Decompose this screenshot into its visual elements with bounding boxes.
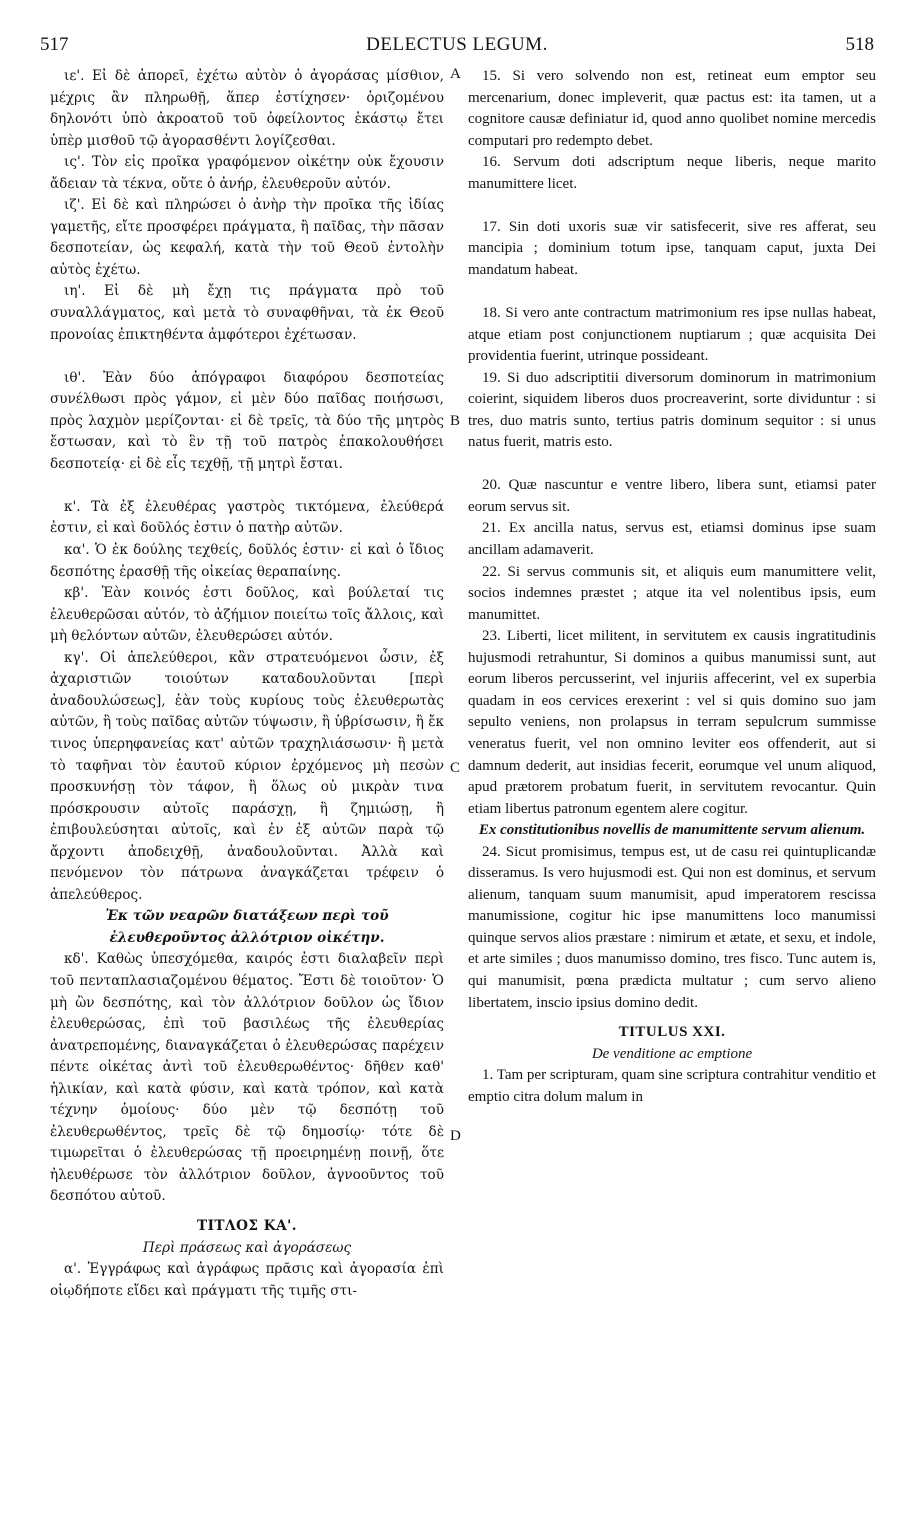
greek-paragraph-23: κγ'. Οἱ ἀπελεύθεροι, κἂν στρατευόμενοι ὦσιν, ἐξ ἀχαριστιῶν τοιούτων καταδουλοῦνται [περὶ ἀναδουλώσεως], ἐὰν τοὺς κυρίους τοὺς ἐλευθερωτὰς αὐτῶν, ἢ τοὺς παῖδας αὐτῶν τύψωσιν, ἢ ὑβρίσωσιν, ἢ ἔκ τινος ὑπερηφανείας κατ' αὐτῶν τραχηλιάσωσιν· ἢ μετὰ τὸ ταφῆναι τὸν ἑαυτοῦ κύριον ἐρχόμενος μὴ πεσὼν προσκυνήσῃ τὸν τάφον, ἢ ὅλως οὐ μικρὰν τινα πρόσκρουσιν αὐτοῖς παράσχῃ, ἢ ζημιώσῃ, ἢ ἐπιβουλεύσηται αὐτοῖς, καὶ ἐν ἐξ αὐτῶν παρὰ τῷ ἄρχοντι ἀποδειχθῇ, ἀναδουλοῦνται. Ἀλλὰ καὶ πενόμενον τὸν πάτρωνα ἀναγκάζεται τρέφειν ὁ ἀπελεύθερος. [50,649,444,903]
margin-marker-b: B [450,413,461,429]
latin-paragraph-18: 18. Si vero ante contractum matrimonium res ipse nullas habeat, atque etiam post conjunctionem nuptiarum ; quæ acquisita Dei providentia fuerint, utrinque possideant. [468,305,876,365]
spacer [468,195,876,217]
greek-column [50,66,444,1302]
running-title: DELECTUS LEGUM. [366,34,548,55]
spacer [50,1208,444,1216]
greek-paragraph-15: ιε'. Εἰ δὲ ἀπορεῖ, ἐχέτω αὐτὸν ὁ ἀγοράσας μίσθιον, μέχρις ἂν πληρωθῇ, ἅπερ ἐστίχησεν· ὁριζομένου δηλονότι ὑπὸ ἀκροατοῦ τοῦ ὀφείλοντος ἑκάστῳ ἔτει ὑπὲρ μισθοῦ τῷ ἀγορασθέντι λογίζεσθαι. [50,68,444,149]
greek-subheading: Ἐκ τῶν νεαρῶν διατάξεων περὶ τοῦ ἐλευθεροῦντος ἀλλότριον οἰκέτην. [105,908,389,946]
greek-paragraph-16: ις'. Τὸν εἰς προῖκα γραφόμενον οἰκέτην οὐκ ἔχουσιν ἄδειαν τὰ τέκνα, οὔτε ὁ ἀνήρ, ἐλευθεροῦν αὐτόν. [50,154,444,192]
greek-paragraph-18: ιη'. Εἰ δὲ μὴ ἔχῃ τις πράγματα πρὸ τοῦ συναλλάγματος, καὶ μετὰ τὸ συναφθῆναι, τὰ ἐκ Θεοῦ προνοίας ἐπικτηθέντα ἀμφότεροι ἐχέτωσαν. [50,283,444,343]
latin-paragraph-22: 22. Si servus communis sit, et aliquis eum manumittere velit, socios indemnes præstet ; atque ita vel nolentibus ipsis, eum manumittet. [468,563,876,623]
spacer [50,475,444,497]
margin-marker-a: A [450,66,461,82]
latin-paragraph-17: 17. Sin doti uxoris suæ vir satisfecerit, sive res afferat, seu mancipia ; dominium totum ipse, tanquam caput, juxta Dei mandatum habeat. [468,218,876,278]
greek-paragraph-24: κδ'. Καθὼς ὑπεσχόμεθα, καιρός ἐστι διαλαβεῖν περὶ τοῦ πενταπλασιαζομένου θέματος. Ἔστι δὲ τοιοῦτον· Ὁ μὴ ὢν δεσπότης, καὶ τὸν ἀλλότριον δοῦλον ὡς ἴδιον ἐλευθερώσας, ἐπὶ τοῦ βασιλέως τῆς ἐλευθερίας ἀνατρεπομένης, διαναγκάζεται ὁ ἐλευθερώσας παρέχειν πέντε οἰκέτας ἀντὶ τοῦ ἐλευθερωθέντος· δῆθεν καθ' ἡλικίαν, καὶ κατὰ φύσιν, καὶ κατὰ τρόπον, καὶ κατὰ τέχνην ὁμοίους· δύο μὲν τῷ δεσπότῃ τοῦ ἐλευθερωθέντος, τρεῖς δὲ τῷ δημοσίῳ· τότε δὲ τιμωρεῖται ὁ ἐλευθερώσας τῇ προειρημένῃ ποινῇ, ὅτε ἠλευθέρωσε τὸν ἀλλότριον δοῦλον, ἀγνοοῦντος τοῦ δεσπότου αὐτοῦ. [50,951,444,1205]
spacer [468,281,876,303]
latin-paragraph-1: 1. Tam per scripturam, quam sine scriptura contrahitur venditio et emptio citra dolum malum in [468,1067,876,1105]
latin-paragraph-16: 16. Servum doti adscriptum neque liberis, neque marito manumittere licet. [468,154,876,192]
greek-paragraph-22: κβ'. Ἐὰν κοινός ἐστι δοῦλος, καὶ βούλεταί τις ἐλευθερῶσαι αὐτόν, τὸ ἀζήμιον ποιείτω τοῖς ἄλλοις, καὶ μὴ θελόντων αὐτῶν, ἐλευθερώσει αὐτόν. [50,585,444,645]
latin-paragraph-15: 15. Si vero solvendo non est, retineat eum emptor seu mercenarium, donec impleverit, quæ pactus est: ita tamen, ut a cognitore causæ definiatur id, quod anno quolibet nomine mercedis computari pro redempto debet. [468,68,876,149]
margin-marker-d: D [450,1128,461,1144]
latin-paragraph-24: 24. Sicut promisimus, tempus est, ut de casu rei quintuplicandæ disseramus. Is vero hujusmodi est. Qui non est dominus, et servum alienum, tanquam suum manumisit, apud imperatorem rescissa manumissione, cogitur hic ipse manumittens loco manumissi quinque servos alios præstare : nimirum et ætate, et sexu, et indole, et arte similes ; duos manumisso domino, tres fisco. Tunc autem is, qui manumisit, pœna prædicta multatur ; cum servo alieno libertatem, inscio ipsius domino dedit. [468,843,876,1011]
latin-column [468,66,876,1108]
latin-paragraph-21: 21. Ex ancilla natus, servus est, etiamsi dominus ipse suam ancillam adamaverit. [468,520,876,559]
greek-paragraph-1: α'. Ἐγγράφως καὶ ἀγράφως πρᾶσις καὶ ἀγορασία ἐπὶ οἱῳδήποτε εἴδει καὶ πράγματι τῆς τιμῆς στι- [50,1261,444,1299]
spacer [468,1014,876,1022]
page-number-left: 517 [40,34,69,55]
running-header [40,34,874,60]
greek-paragraph-19: ιθ'. Ἐὰν δύο ἀπόγραφοι διαφόρου δεσποτείας συνέλθωσι πρὸς γάμον, εἰ μὲν δύο παῖδας ποιήσωσι, πρὸς λαχμὸν μερίζονται· εἰ δὲ τρεῖς, τὰ δύο τῆς μητρὸς ἔστωσαν, καὶ τὸ ἓν τῇ τοῦ πατρὸς ἐπακολουθήσει δεσποτείᾳ· εἰ δὲ εἷς τεχθῇ, τῇ μητρὶ ἔσται. [50,369,444,472]
greek-paragraph-17: ιζ'. Εἰ δὲ καὶ πληρώσει ὁ ἀνὴρ τὴν προῖκα τῆς ἰδίας γαμετῆς, εἴτε προσφέρει πράγματα, ἢ παῖδας, τὴν πᾶσαν δεσποτείαν, ὡς κεφαλή, κατὰ τὴν τοῦ Θεοῦ ἐντολὴν αὐτὸς ἐχέτω. [50,197,444,278]
spacer [50,346,444,368]
margin-marker-c: C [450,760,461,776]
greek-paragraph-20: κ'. Τὰ ἐξ ἐλευθέρας γαστρὸς τικτόμενα, ἐλεύθερά ἐστιν, εἰ καὶ δοῦλός ἐστιν ὁ πατὴρ αὐτῶν. [50,498,444,537]
latin-title: TITULUS XXI. [618,1024,726,1041]
spacer [468,454,876,476]
greek-paragraph-21: κα'. Ὁ ἐκ δούλης τεχθείς, δοῦλός ἐστιν· εἰ καὶ ὁ ἴδιος δεσπότης ἐρασθῇ τῆς οἰκείας θεραπαίνης. [50,542,444,580]
latin-paragraph-20: 20. Quæ nascuntur e ventre libero, libera sunt, etiamsi pater eorum servus sit. [468,477,876,515]
latin-paragraph-23: 23. Liberti, licet militent, in servitutem ex causis ingratitudinis hujusmodi retrahuntur, Si dominos a quibus manumissi sunt, aut eorum liberos percusserint, vel injuriis affecerint, vel ex superbia quadam in eos cervices erexerint : vel si quis domino suo jam sepulto veniens, non prolapsus in terram sepulcrum summisse veneratus fuerit, vel non omnino leviter eos offenderit, aut si damnum dederit, aut insidias fecerit, eorumque vel unum aliquod, apud prætorem probatum fuerit, in servitutem revocantur. Quin etiam libertus patronum egentem alere cogitur. [468,628,876,817]
greek-title-subtitle: Περὶ πράσεως καὶ ἀγοράσεως [142,1239,352,1256]
page-number-right: 518 [845,34,874,55]
latin-subheading: Ex constitutionibus novellis de manumittente servum alienum. [478,822,866,839]
latin-paragraph-19: 19. Si duo adscriptitii diversorum dominorum in matrimonium coierint, siquidem liberos duos procreaverint, sorte dividuntur : si tres, duo matris sunto, tertius patris dominum sequitor : si unus natus fuerit, matris esto. [468,369,876,451]
latin-title-subtitle: De venditione ac emptione [591,1045,753,1062]
greek-title: ΤΙΤΛΟΣ ΚΑ'. [196,1217,298,1234]
